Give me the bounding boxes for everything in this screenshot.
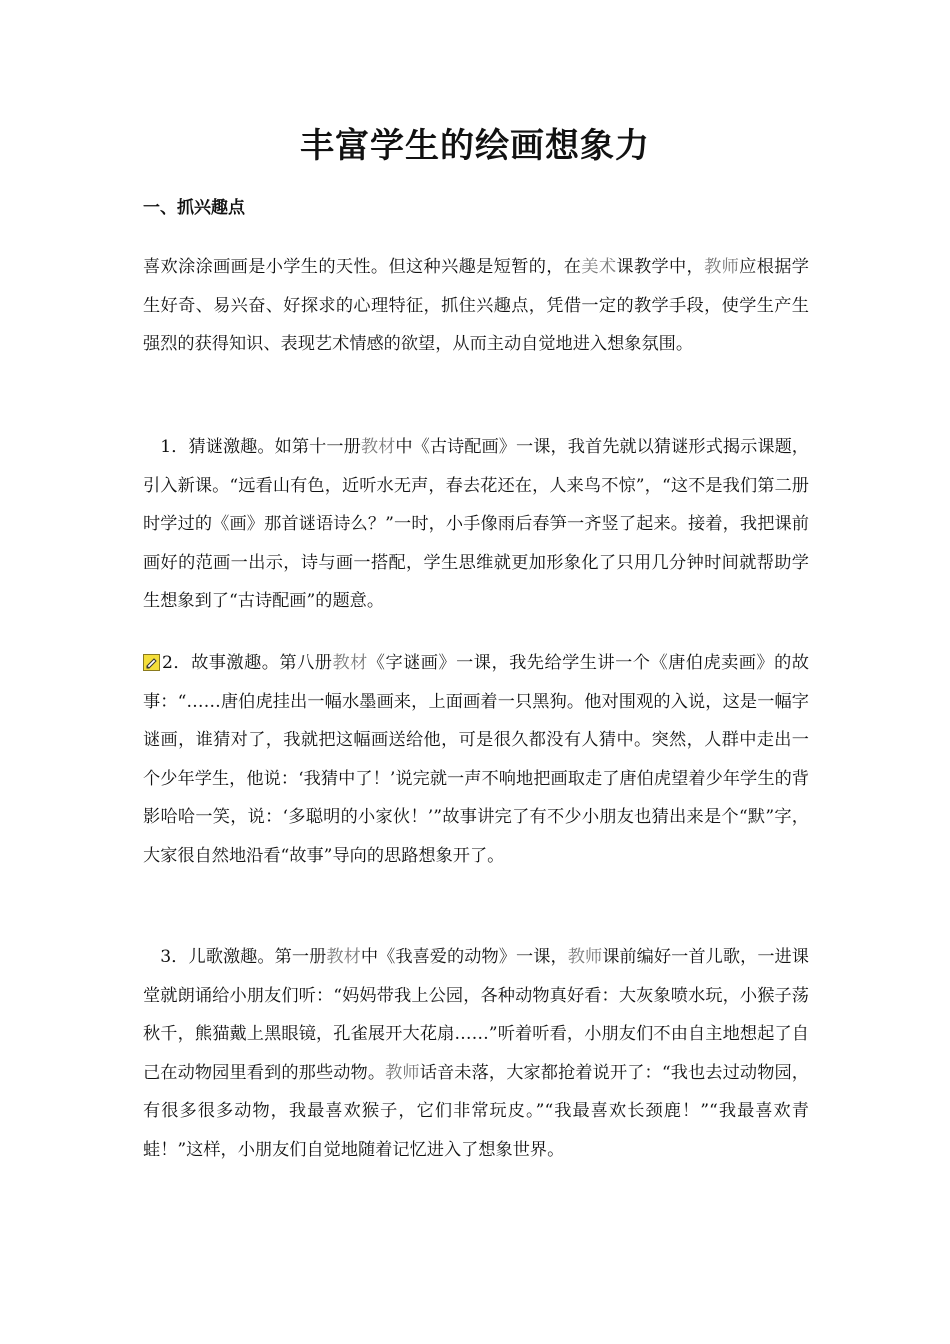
text-run: 中《古诗配画》一课，我首先就以猜谜形式揭示课题，引入新课。“远看山有色，近听水无声，春去花还在，人来鸟不惊”，“这不是我们第二册时学过的《画》那首谜语诗么？”一时，小手像雨后春笋一齐竖了起来。接着，我把课前画好的范画一出示，诗与画一搭配，学生思维就更加形象化了只用几分钟时间就帮助学生想象到了“古诗配画”的题意。 <box>143 437 809 611</box>
section-heading: 一、抓兴趣点 <box>143 198 245 218</box>
keyword-link[interactable]: 教材 <box>326 947 361 967</box>
keyword-link[interactable]: 教师 <box>704 257 740 277</box>
note-icon[interactable] <box>143 654 160 671</box>
paragraph-riddle <box>143 428 809 621</box>
text-run: 喜欢涂涂画画是小学生的天性。但这种兴趣是短暂的，在 <box>143 257 582 277</box>
keyword-link[interactable]: 教师 <box>567 947 603 967</box>
text-run: 《字谜画》一课，我先给学生讲一个《唐伯虎卖画》的故事：“……唐伯虎挂出一幅水墨画来，上面画着一只黑狗。他对围观的入说，这是一幅字谜画，谁猜对了，我就把这幅画送给他，可是很久都没有人猜中。突然，人群中走出一个少年学生，他说：‘我猜中了！’说完就一声不响地把画取走了唐伯虎望着少年学生的背影哈哈一笑，说：‘多聪明的小家伙！’”故事讲完了有不少小朋友也猜出来是个“默”字，大家很自然地沿看“故事”导向的思路想象开了。 <box>143 653 809 866</box>
text-run: 3．儿歌激趣。第一册 <box>160 947 327 967</box>
keyword-link[interactable]: 教师 <box>385 1062 420 1083</box>
text-run: 1．猜谜激趣。如第十一册 <box>160 437 361 457</box>
text-run: 中《我喜爱的动物》一课， <box>360 947 568 967</box>
text-run: 2．故事激趣。第八册 <box>162 653 333 673</box>
text-run: 话音未落，大家都抢着说开了：“我也去过动物园，有很多很多动物，我最喜欢猴子，它们非常玩皮。”“我最喜欢长颈鹿！”“我最喜欢青蛙！”这样，小朋友们自觉地随着记忆进入了想象世界。 <box>143 1062 809 1160</box>
keyword-link[interactable]: 教材 <box>360 437 396 457</box>
text-run: 课教学中， <box>616 257 705 277</box>
keyword-link[interactable]: 美术 <box>581 257 617 277</box>
paragraph-song <box>143 938 809 1169</box>
keyword-link[interactable]: 教材 <box>332 653 368 673</box>
text-run: 课前编好一首儿歌，一进课堂就朗诵给小朋友们听：“妈妈带我上公园，各种动物真好看：大灰象喷水玩，小猴子荡秋千，熊猫戴上黑眼镜，孔雀展开大花扇……”听着听看，小朋友们不由自主地想起了自己在动物园里看到的那些动物。 <box>143 947 809 1083</box>
text-run: 应根据学生好奇、易兴奋、好探求的心理特征，抓住兴趣点，凭借一定的教学手段，使学生产生强烈的获得知识、表现艺术情感的欲望，从而主动自觉地进入想象氛围。 <box>143 257 809 354</box>
page-title: 丰富学生的绘画想象力 <box>300 126 650 166</box>
paragraph-intro <box>143 248 809 364</box>
paragraph-story <box>143 644 809 875</box>
